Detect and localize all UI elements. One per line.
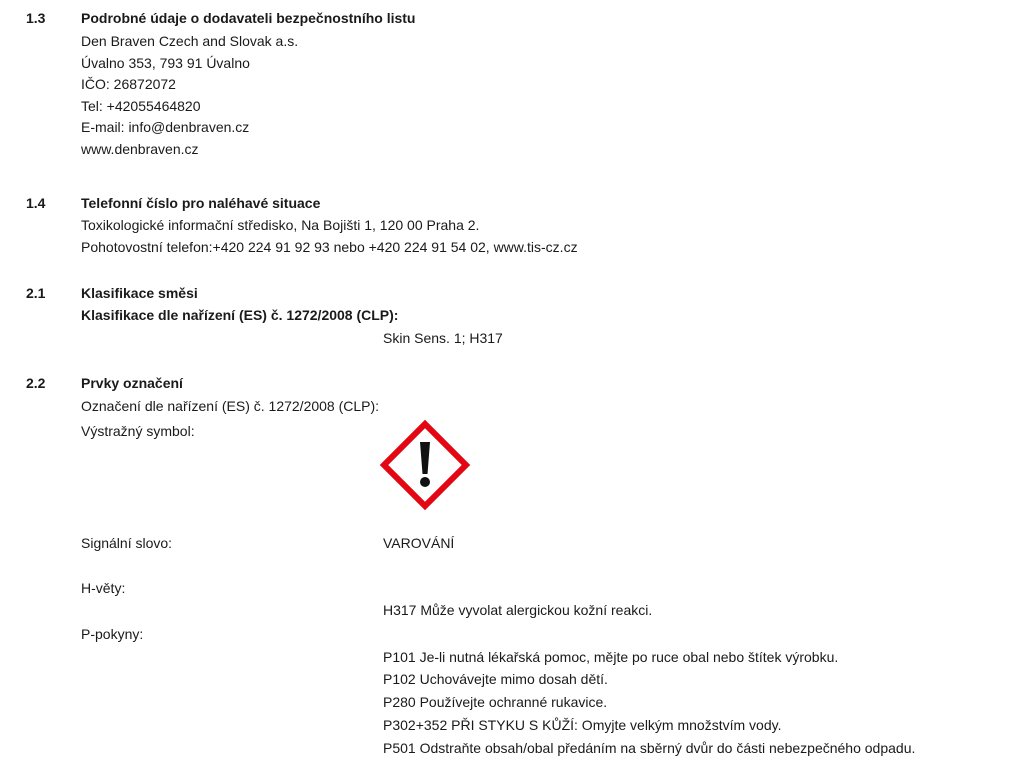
- signal-word: VAROVÁNÍ: [383, 535, 455, 551]
- section-number: 1.4: [26, 195, 46, 211]
- emergency-center: Toxikologické informační středisko, Na Bojišti 1, 120 00 Praha 2.: [81, 217, 480, 233]
- supplier-address: Úvalno 353, 793 91 Úvalno: [81, 55, 250, 71]
- supplier-name: Den Braven Czech and Slovak a.s.: [81, 33, 299, 49]
- section-heading: Podrobné údaje o dodavateli bezpečnostního listu: [81, 10, 416, 26]
- classification-subheading: Klasifikace dle nařízení (ES) č. 1272/2008 (CLP):: [81, 307, 399, 323]
- section-number: 2.2: [26, 375, 46, 391]
- section-heading: Prvky označení: [81, 375, 183, 391]
- classification-value: Skin Sens. 1; H317: [383, 330, 503, 346]
- p-statement: P280 Používejte ochranné rukavice.: [383, 694, 608, 710]
- supplier-website: www.denbraven.cz: [81, 141, 199, 157]
- p-statement: P302+352 PŘI STYKU S KŮŽÍ: Omyjte velkým množstvím vody.: [383, 717, 782, 733]
- supplier-ico: IČO: 26872072: [81, 76, 176, 92]
- ghs07-exclamation-icon: [380, 420, 470, 510]
- signal-word-label: Signální slovo:: [81, 535, 173, 551]
- section-heading: Klasifikace směsi: [81, 285, 198, 301]
- symbol-label: Výstražný symbol:: [81, 423, 195, 439]
- supplier-email: E-mail: info@denbraven.cz: [81, 119, 250, 135]
- regulation-label: Označení dle nařízení (ES) č. 1272/2008 (CLP):: [81, 398, 380, 414]
- section-number: 2.1: [26, 285, 46, 301]
- p-statement: P102 Uchovávejte mimo dosah dětí.: [383, 671, 608, 687]
- h-statement: H317 Může vyvolat alergickou kožní reakci.: [383, 602, 653, 618]
- supplier-phone: Tel: +42055464820: [81, 98, 201, 114]
- p-statement: P501 Odstraňte obsah/obal předáním na sběrný dvůr do části nebezpečného odpadu.: [383, 740, 916, 756]
- section-heading: Telefonní číslo pro naléhavé situace: [81, 195, 321, 211]
- p-statement: P101 Je-li nutná lékařská pomoc, mějte po ruce obal nebo štítek výrobku.: [383, 649, 839, 665]
- emergency-phone: Pohotovostní telefon:+420 224 91 92 93 nebo +420 224 91 54 02, www.tis-cz.cz: [81, 239, 578, 255]
- h-statements-label: H-věty:: [81, 580, 126, 596]
- section-number: 1.3: [26, 10, 46, 26]
- p-statements-label: P-pokyny:: [81, 626, 144, 642]
